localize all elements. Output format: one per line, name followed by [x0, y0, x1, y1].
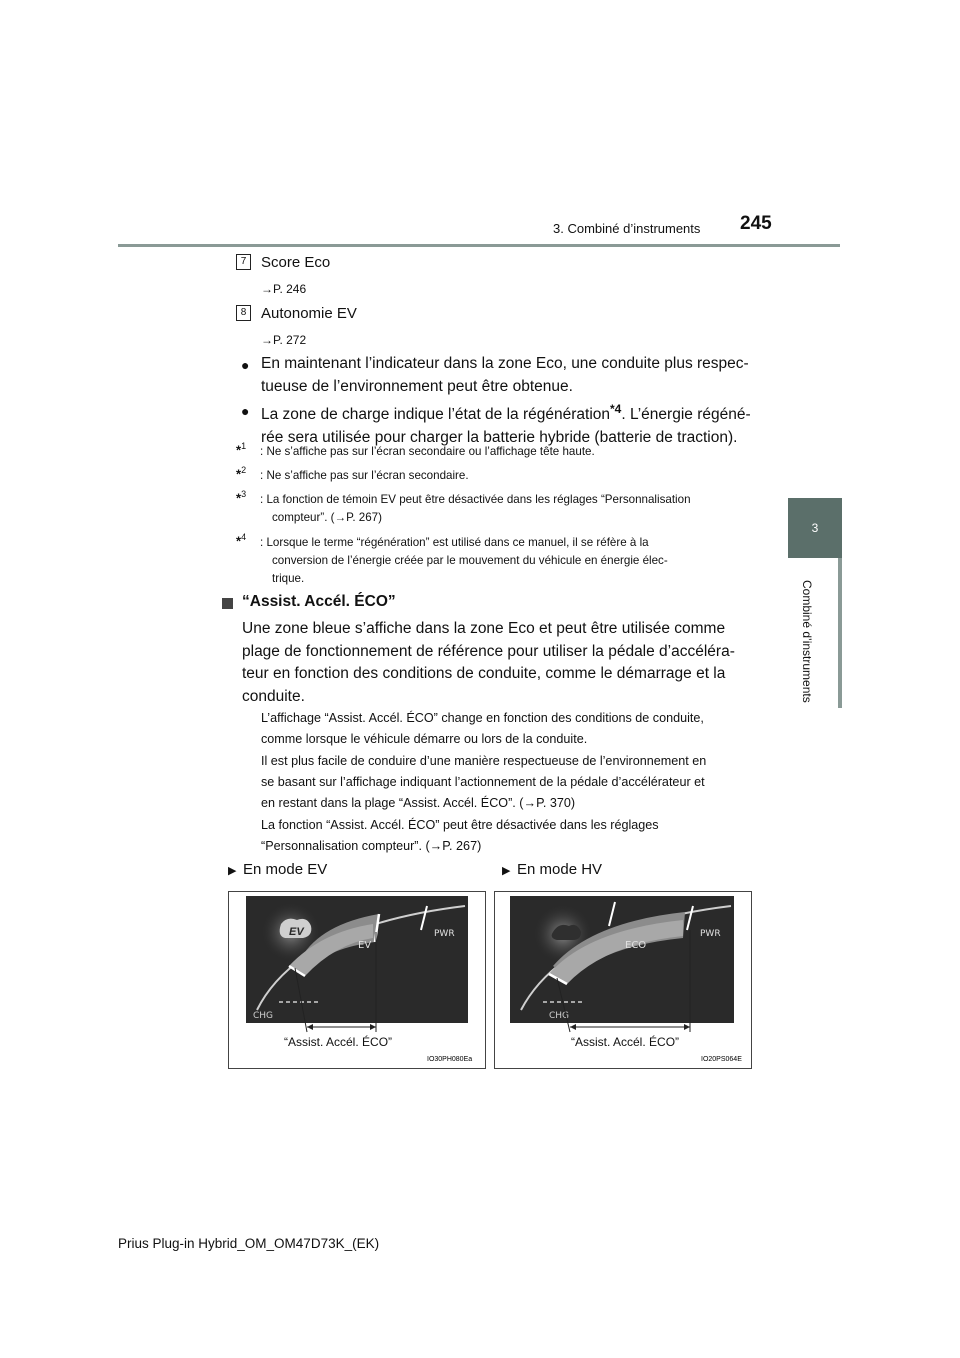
section-note-1: L’affichage “Assist. Accél. ÉCO” change en fonction des conditions de conduite, comme lorsque le véhicule démarre ou lors de la conduite. — [261, 711, 704, 746]
footnote-4: : Lorsque le terme “régénération” est utilisé dans ce manuel, il se réfère à la conversion de l’énergie créée par le mouvement du véhicule en énergie élec- trique. — [260, 536, 668, 585]
figure-ev — [228, 891, 486, 1069]
item-label-score-eco: Score Eco — [261, 254, 331, 271]
footnote-2: : Ne s’affiche pas sur l’écran secondaire. — [260, 469, 469, 482]
footnote-mark-3: *$^3$ — [236, 489, 247, 506]
figure-code-hv: IO20PS064E — [701, 1056, 742, 1063]
item-number-8: 8 — [236, 305, 251, 321]
pwr-label: PWR — [700, 929, 721, 939]
section-square-icon — [222, 598, 233, 609]
footnote-1: : Ne s’affiche pas sur l’écran secondaire ou l’affichage tête haute. — [260, 445, 595, 458]
footnote-3: : La fonction de témoin EV peut être désactivée dans les réglages “Personnalisation compteur”. (→P. 267) — [260, 493, 691, 524]
triangle-icon: ▶ — [228, 865, 237, 877]
section-note-2: Il est plus facile de conduire d’une manière respectueuse de l’environnement en se basant sur l’affichage indiquant l’actionnement de la pédale d’accélérateur et en restant dans la plage “Assist. Accél. ÉCO”. (→P. 370) — [261, 754, 707, 810]
zone-label-ev: EV — [358, 940, 372, 951]
triangle-icon: ▶ — [502, 865, 511, 877]
item-ref-autonomie-ev[interactable]: →P. 272 — [261, 333, 307, 347]
figure-caption-hv: “Assist. Accél. ÉCO” — [571, 1035, 680, 1049]
footnote-mark-4: *$^4$ — [236, 532, 247, 549]
figure-caption-ev: “Assist. Accél. ÉCO” — [284, 1035, 393, 1049]
page-number: 245 — [740, 213, 772, 234]
item-ref-score-eco[interactable]: →P. 246 — [261, 282, 307, 296]
section-body: Une zone bleue s’affiche dans la zone Eco et peut être utilisée comme plage de fonctionnement de référence pour utiliser la pédale d’accéléra- teur en fonction des conditions de conduite, comme le démarrage et la conduite. — [242, 620, 735, 705]
section-note-3: La fonction “Assist. Accél. ÉCO” peut être désactivée dans les réglages “Personnalisation compteur”. (→P. 267) — [261, 818, 659, 853]
chapter-tab[interactable]: 3 — [788, 498, 842, 558]
bullet-icon: ● — [241, 357, 250, 373]
figure-heading-ev: En mode EV — [243, 861, 328, 878]
footnote-mark-1: *$^1$ — [236, 441, 247, 458]
footer-document-id: Prius Plug-in Hybrid_OM_OM47D73K_(EK) — [118, 1236, 380, 1251]
header-rule — [118, 244, 840, 247]
figure-code-ev: IO30PH080Ea — [427, 1056, 473, 1063]
bullet-text-2: La zone de charge indique l’état de la régénération$^{*4}$. L’énergie régéné- rée sera utilisée pour charger la batterie hybride (batterie de traction). — [261, 402, 751, 447]
chg-label: CHG — [253, 1011, 274, 1021]
item-label-autonomie-ev: Autonomie EV — [261, 305, 357, 322]
ev-badge-text: EV — [289, 926, 304, 938]
section-title: 3. Combiné d’instruments — [553, 221, 701, 236]
arrow-head-right — [684, 1024, 690, 1030]
chg-label: CHG — [549, 1011, 570, 1021]
bullet-icon: ● — [241, 403, 250, 419]
bullet-text-1: En maintenant l’indicateur dans la zone Eco, une conduite plus respec- tueuse de l’environnement peut être obtenue. — [261, 355, 749, 395]
figure-heading-hv: En mode HV — [517, 861, 603, 878]
arrow-head-left — [570, 1024, 576, 1030]
chapter-label — [800, 580, 824, 710]
footnote-mark-2: *$^2$ — [236, 465, 247, 482]
zone-label-eco: ECO — [625, 940, 647, 951]
chapter-bar — [838, 558, 842, 708]
section-heading: “Assist. Accél. ÉCO” — [242, 593, 396, 610]
figure-hv — [494, 891, 752, 1069]
item-number-7: 7 — [236, 254, 251, 270]
arrow-head-right — [370, 1024, 376, 1030]
arrow-head-left — [307, 1024, 313, 1030]
chapter-label-text: Combiné d’instruments — [800, 580, 814, 703]
pwr-label: PWR — [434, 929, 455, 939]
